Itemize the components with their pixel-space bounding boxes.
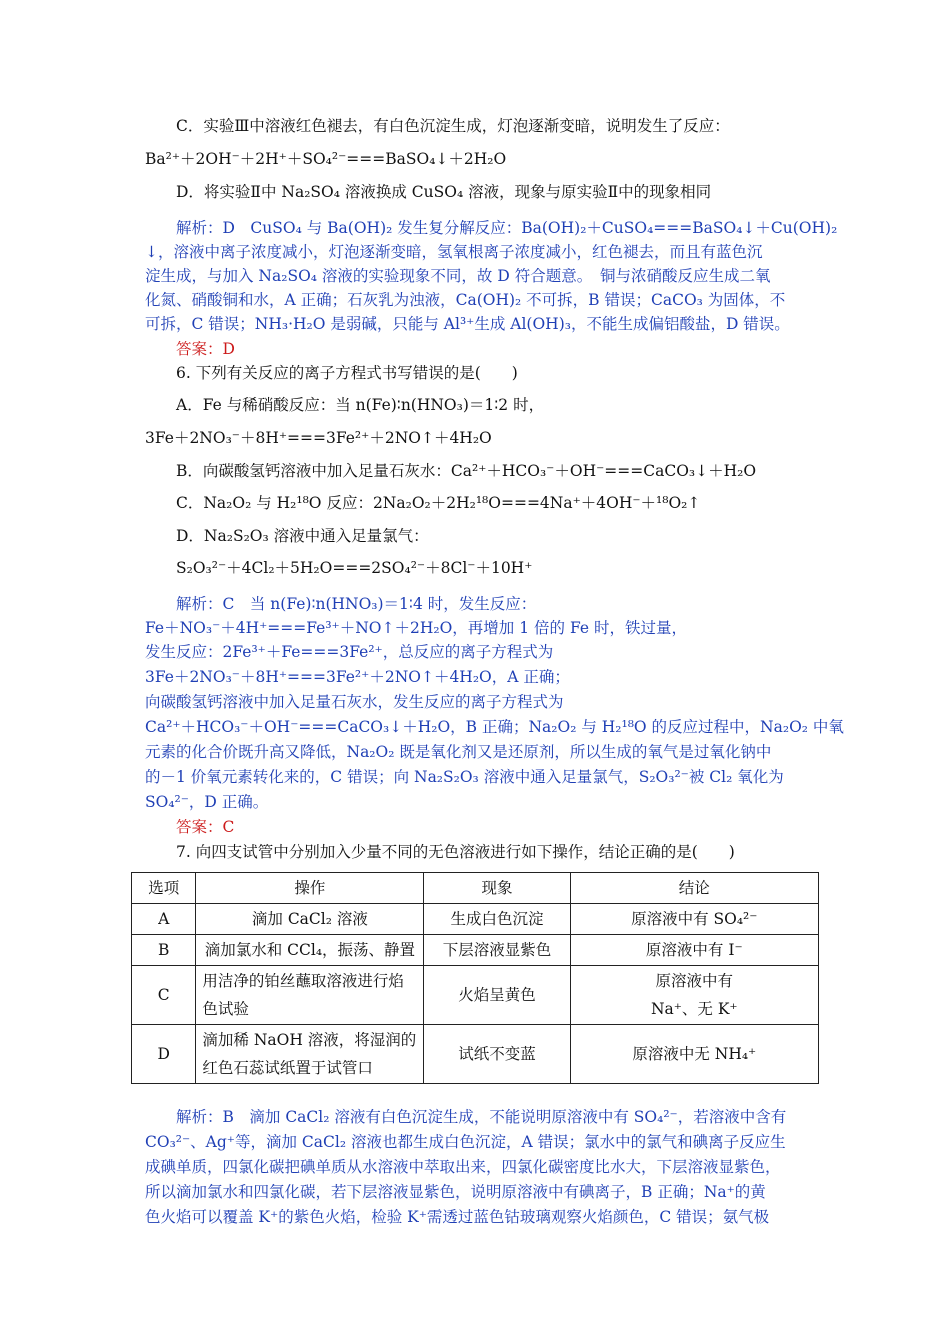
q5-analysis-line: 淀生成，与加入 Na₂SO₄ 溶液的实验现象不同，故 D 符合题意。 铜与浓硝酸反应生成二氧 [145, 267, 771, 285]
cell-conclusion: 原溶液中无 NH₄⁺ [570, 1025, 818, 1084]
header-phenomenon: 现象 [424, 873, 570, 904]
q6-analysis-line: 3Fe＋2NO₃⁻＋8H⁺===3Fe²⁺＋2NO↑＋4H₂O，A 正确； [145, 668, 570, 686]
q5-option-c-equation: Ba²⁺＋2OH⁻＋2H⁺＋SO₄²⁻===BaSO₄↓＋2H₂O [145, 150, 507, 168]
q6-analysis-line: 向碳酸氢钙溶液中加入足量石灰水，发生反应的离子方程式为 [145, 693, 564, 711]
cell-operation: 滴加 CaCl₂ 溶液 [196, 904, 424, 935]
header-conclusion: 结论 [570, 873, 818, 904]
q5-analysis-line: 解析：D CuSO₄ 与 Ba(OH)₂ 发生复分解反应：Ba(OH)₂＋CuSO₄===BaSO₄↓＋Cu(OH)₂ [176, 219, 838, 237]
table-row [132, 966, 819, 1025]
q6-option-a-line1: A．Fe 与稀硝酸反应：当 n(Fe)∶n(HNO₃)＝1∶2 时， [176, 396, 545, 414]
q6-option-d-line1: D．Na₂S₂O₃ 溶液中通入足量氯气： [176, 527, 429, 545]
q6-analysis-line: 的－1 价氧元素转化来的，C 错误；向 Na₂S₂O₃ 溶液中通入足量氯气，S₂O₃²⁻被 Cl₂ 氧化为 [145, 768, 784, 786]
q6-analysis-line: Fe＋NO₃⁻＋4H⁺===Fe³⁺＋NO↑＋2H₂O，再增加 1 倍的 Fe 时，铁过量， [145, 619, 687, 637]
cell-phenomenon: 试纸不变蓝 [424, 1025, 570, 1084]
cell-phenomenon: 生成白色沉淀 [424, 904, 570, 935]
q5-option-c-line1: C．实验Ⅲ中溶液红色褪去，有白色沉淀生成，灯泡逐渐变暗，说明发生了反应： [176, 117, 730, 135]
q6-option-a-equation: 3Fe＋2NO₃⁻＋8H⁺===3Fe²⁺＋2NO↑＋4H₂O [145, 429, 492, 447]
q5-analysis-line: 化氮、硝酸铜和水，A 正确；石灰乳为浊液，Ca(OH)₂ 不可拆，B 错误；CaCO₃ 为固体，不 [145, 291, 786, 309]
q5-answer: 答案：D [176, 340, 235, 358]
cell-option: C [132, 966, 196, 1025]
table-row [132, 935, 819, 966]
cell-operation-line2: 色试验 [202, 1000, 249, 1018]
q7-analysis-line: 解析：B 滴加 CaCl₂ 溶液有白色沉淀生成，不能说明原溶液中有 SO₄²⁻，若溶液中含有 [176, 1108, 787, 1126]
q6-option-b: B．向碳酸氢钙溶液中加入足量石灰水：Ca²⁺＋HCO₃⁻＋OH⁻===CaCO₃↓＋H₂O [176, 462, 757, 480]
cell-conclusion: 原溶液中有 I⁻ [570, 935, 818, 966]
q6-option-c: C．Na₂O₂ 与 H₂¹⁸O 反应：2Na₂O₂＋2H₂¹⁸O===4Na⁺＋4OH⁻＋¹⁸O₂↑ [176, 494, 701, 512]
cell-option: B [132, 935, 196, 966]
q5-option-d: D．将实验Ⅱ中 Na₂SO₄ 溶液换成 CuSO₄ 溶液，现象与原实验Ⅱ中的现象相同 [176, 183, 712, 201]
cell-operation-line1: 滴加稀 NaOH 溶液，将湿润的 [202, 1031, 417, 1049]
q5-analysis-line: 可拆，C 错误；NH₃·H₂O 是弱碱，只能与 Al³⁺生成 Al(OH)₃，不能生成偏铝酸盐，D 错误。 [145, 315, 790, 333]
q7-stem: 7. 向四支试管中分别加入少量不同的无色溶液进行如下操作，结论正确的是( ) [176, 843, 735, 861]
header-operation: 操作 [196, 873, 424, 904]
q7-analysis-line: 色火焰可以覆盖 K⁺的紫色火焰，检验 K⁺需透过蓝色钴玻璃观察火焰颜色，C 错误；氨气极 [145, 1208, 770, 1226]
cell-conclusion: 原溶液中有 SO₄²⁻ [570, 904, 818, 935]
cell-option: D [132, 1025, 196, 1084]
q6-analysis-line: 解析：C 当 n(Fe)∶n(HNO₃)＝1∶4 时，发生反应： [176, 595, 537, 613]
cell-option: A [132, 904, 196, 935]
cell-conclusion [570, 966, 818, 1025]
q6-option-d-equation: S₂O₃²⁻＋4Cl₂＋5H₂O===2SO₄²⁻＋8Cl⁻＋10H⁺ [176, 559, 533, 577]
q7-analysis-line: CO₃²⁻、Ag⁺等，滴加 CaCl₂ 溶液也都生成白色沉淀，A 错误；氯水中的氯气和碘离子反应生 [145, 1133, 786, 1151]
cell-phenomenon: 火焰呈黄色 [424, 966, 570, 1025]
q6-answer: 答案：C [176, 818, 235, 836]
q6-analysis-line: SO₄²⁻，D 正确。 [145, 793, 269, 811]
table-header-row [132, 873, 819, 904]
header-option: 选项 [132, 873, 196, 904]
table-row [132, 904, 819, 935]
q6-analysis-line: Ca²⁺＋HCO₃⁻＋OH⁻===CaCO₃↓＋H₂O，B 正确；Na₂O₂ 与 H₂¹⁸O 的反应过程中，Na₂O₂ 中氧 [145, 718, 844, 736]
q5-analysis-line: ↓，溶液中离子浓度减小，灯泡逐渐变暗，氢氧根离子浓度减小，红色褪去，而且有蓝色沉 [145, 243, 763, 261]
q7-analysis-line: 所以滴加氯水和四氯化碳，若下层溶液显紫色，说明原溶液中有碘离子，B 正确；Na⁺的黄 [145, 1183, 766, 1201]
cell-operation [196, 1025, 424, 1084]
cell-conclusion-line2: Na⁺、无 K⁺ [650, 1000, 738, 1018]
q7-options-table [131, 872, 819, 1084]
q6-analysis-line: 发生反应：2Fe³⁺＋Fe===3Fe²⁺，总反应的离子方程式为 [145, 643, 554, 661]
cell-conclusion-line1: 原溶液中有 [655, 972, 734, 990]
table-row [132, 1025, 819, 1084]
cell-operation: 滴加氯水和 CCl₄，振荡、静置 [196, 935, 424, 966]
q6-stem: 6. 下列有关反应的离子方程式书写错误的是( ) [176, 364, 518, 382]
q6-analysis-line: 元素的化合价既升高又降低，Na₂O₂ 既是氧化剂又是还原剂，所以生成的氧气是过氧化钠中 [145, 743, 772, 761]
cell-operation-line1: 用洁净的铂丝蘸取溶液进行焰 [202, 972, 404, 990]
cell-operation [196, 966, 424, 1025]
cell-phenomenon: 下层溶液显紫色 [424, 935, 570, 966]
cell-operation-line2: 红色石蕊试纸置于试管口 [202, 1059, 373, 1077]
q7-analysis-line: 成碘单质，四氯化碳把碘单质从水溶液中萃取出来，四氯化碳密度比水大，下层溶液显紫色， [145, 1158, 781, 1176]
